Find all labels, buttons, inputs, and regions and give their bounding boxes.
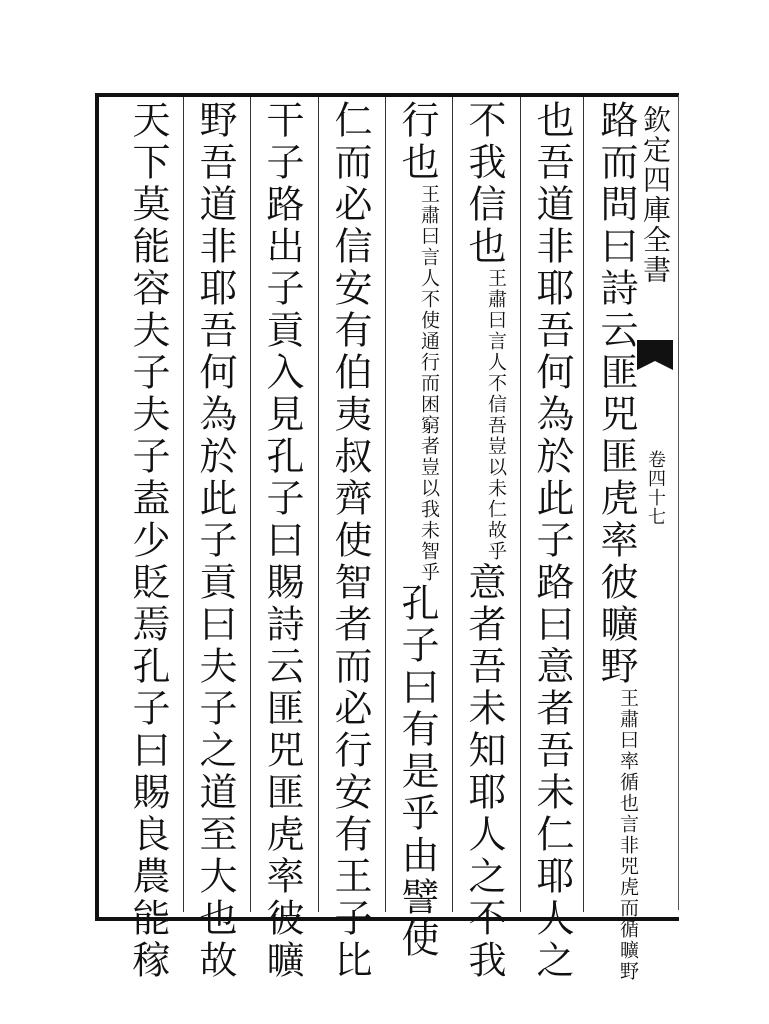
main-text: 野吾道非耶吾何為於此子貢曰夫子之道至大也故 xyxy=(193,100,237,982)
text-column-1 xyxy=(590,100,640,982)
text-column-8 xyxy=(124,100,172,982)
annotation-line: 王肅曰言人不信 xyxy=(485,268,507,415)
annotation-line: 王肅曰率循也言 xyxy=(617,688,639,835)
main-text: 行也 xyxy=(395,100,439,184)
annotation-line: 非兕虎而循曠野 xyxy=(617,835,639,982)
column-rule xyxy=(250,97,251,912)
main-text: 仁而必信安有伯夷叔齊使智者而必行安有王子比 xyxy=(328,100,372,982)
column-rule xyxy=(520,97,521,912)
column-rule xyxy=(385,97,386,912)
annotation xyxy=(616,688,640,982)
annotation xyxy=(484,268,508,562)
margin-rule xyxy=(678,95,679,910)
book-title: 欽定四庫全書 xyxy=(639,105,672,285)
text-column-3 xyxy=(460,100,508,982)
text-column-5 xyxy=(326,100,374,982)
text-column-7 xyxy=(191,100,239,982)
text-column-6 xyxy=(258,100,306,982)
column-rule xyxy=(183,97,184,912)
annotation-line: 王肅曰言人不使通行而 xyxy=(418,184,440,394)
main-text: 也吾道非耶吾何為於此子路曰意者吾未仁耶人之 xyxy=(530,100,574,982)
volume-number: 卷四十七 xyxy=(645,450,666,526)
column-rule xyxy=(452,97,453,912)
main-text: 路而問曰詩云匪兕匪虎率彼曠野 xyxy=(594,100,638,688)
main-text: 干子路出子貢入見孔子曰賜詩云匪兕匪虎率彼曠 xyxy=(260,100,304,982)
annotation-line: 困窮者豈以我未智乎 xyxy=(418,394,440,583)
main-text: 意者吾未知耶人之不我 xyxy=(462,562,506,982)
annotation xyxy=(417,184,441,583)
column-rule xyxy=(583,97,584,912)
column-rule xyxy=(318,97,319,912)
text-column-2 xyxy=(528,100,576,982)
text-column-4 xyxy=(393,100,441,961)
main-text: 天下莫能容夫子夫子盍少貶焉孔子曰賜良農能稼 xyxy=(126,100,170,982)
main-text: 不我信也 xyxy=(462,100,506,268)
main-text: 孔子曰有是乎由譬使 xyxy=(395,583,439,961)
annotation-line: 吾豈以未仁故乎 xyxy=(485,415,507,562)
